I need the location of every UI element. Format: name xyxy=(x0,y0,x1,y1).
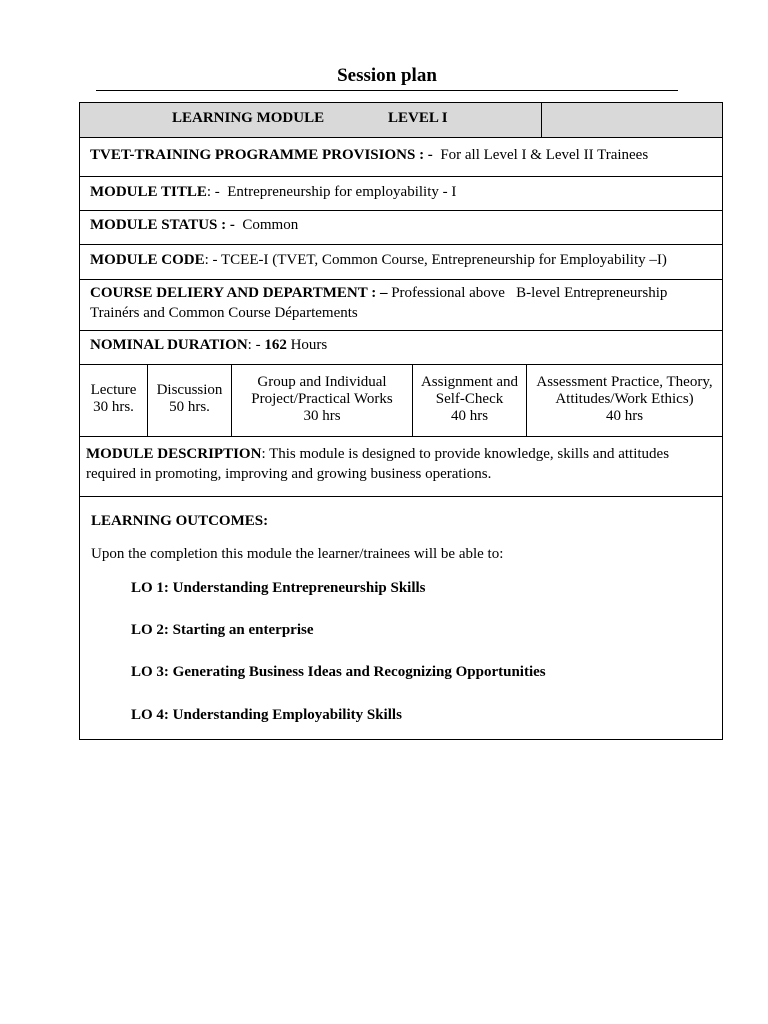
breakdown-assessment-cell xyxy=(527,365,722,436)
breakdown-lecture-cell xyxy=(80,365,148,436)
learning-outcome-item: LO 4: Understanding Employability Skills xyxy=(131,707,402,723)
provisions-value: For all Level I & Level II Trainees xyxy=(440,147,649,163)
nominal-duration-label: NOMINAL DURATION xyxy=(90,337,248,353)
module-title-value: Entrepreneurship for employability - I xyxy=(227,184,457,200)
nominal-duration-row xyxy=(80,331,722,365)
discussion-hours: 50 hrs. xyxy=(169,399,210,415)
group-label-line1: Group and Individual xyxy=(257,374,387,390)
lecture-hours: 30 hrs. xyxy=(93,399,134,415)
header-empty-cell xyxy=(542,103,722,137)
discussion-label: Discussion xyxy=(156,382,223,398)
learning-outcome-item: LO 1: Understanding Entrepreneurship Skills xyxy=(131,580,426,596)
level-label: LEVEL I xyxy=(388,110,448,126)
learning-outcome-item: LO 3: Generating Business Ideas and Recognizing Opportunities xyxy=(131,664,546,680)
group-label-line2: Project/Practical Works xyxy=(251,391,393,407)
learning-outcomes-intro: Upon the completion this module the learner/trainees will be able to: xyxy=(91,546,504,562)
nominal-duration-unit: Hours xyxy=(290,337,328,353)
module-description-line1: : This module is designed to provide knowledge, skills and attitudes xyxy=(261,446,670,462)
provisions-label: TVET-TRAINING PROGRAMME PROVISIONS : - xyxy=(90,147,433,163)
assignment-label-line1: Assignment and xyxy=(420,374,519,390)
module-status-label: MODULE STATUS : - xyxy=(90,217,235,233)
nominal-duration-hours: 162 xyxy=(264,337,287,353)
course-delivery-value-line1: Professional above B-level Entrepreneurship xyxy=(391,285,668,301)
module-title-sep: : - xyxy=(206,184,220,200)
module-code-row xyxy=(80,245,722,280)
breakdown-row xyxy=(80,365,722,437)
module-status-value: Common xyxy=(242,217,299,233)
course-delivery-row xyxy=(80,280,722,331)
breakdown-assignment-cell xyxy=(413,365,527,436)
course-delivery-label: COURSE DELIERY AND DEPARTMENT : – xyxy=(90,285,388,301)
assessment-label-line2: Attitudes/Work Ethics) xyxy=(555,391,694,407)
nominal-duration-sep: : - xyxy=(247,337,261,353)
module-title-row xyxy=(80,177,722,211)
module-description-line2: required in promoting, improving and growing business operations. xyxy=(86,466,492,482)
assignment-hours: 40 hrs xyxy=(450,408,489,424)
session-plan-table xyxy=(79,102,723,740)
breakdown-group-cell xyxy=(232,365,413,436)
learning-module-label: LEARNING MODULE xyxy=(172,110,325,126)
learning-outcomes-section xyxy=(80,497,722,739)
learning-outcomes-heading: LEARNING OUTCOMES: xyxy=(91,513,269,529)
assignment-label-line2: Self-Check xyxy=(435,391,504,407)
module-code-value: TCEE-I (TVET, Common Course, Entrepreneurship for Employability –I) xyxy=(221,252,667,268)
module-title-label: MODULE TITLE xyxy=(90,184,207,200)
header-module-cell xyxy=(80,103,542,137)
assessment-hours: 40 hrs xyxy=(605,408,644,424)
module-status-row xyxy=(80,211,722,245)
breakdown-discussion-cell xyxy=(148,365,232,436)
module-description-row xyxy=(80,437,722,497)
provisions-row xyxy=(80,138,722,177)
module-description-label: MODULE DESCRIPTION xyxy=(86,446,262,462)
module-code-label: MODULE CODE xyxy=(90,252,205,268)
module-code-sep: : - xyxy=(204,252,218,268)
page-title: Session plan xyxy=(96,62,678,91)
header-row xyxy=(80,103,722,138)
learning-outcome-item: LO 2: Starting an enterprise xyxy=(131,622,314,638)
assessment-label-line1: Assessment Practice, Theory, xyxy=(536,374,713,390)
lecture-label: Lecture xyxy=(90,382,137,398)
group-hours: 30 hrs xyxy=(303,408,341,424)
course-delivery-value-line2: Trainérs and Common Course Départements xyxy=(90,305,358,321)
